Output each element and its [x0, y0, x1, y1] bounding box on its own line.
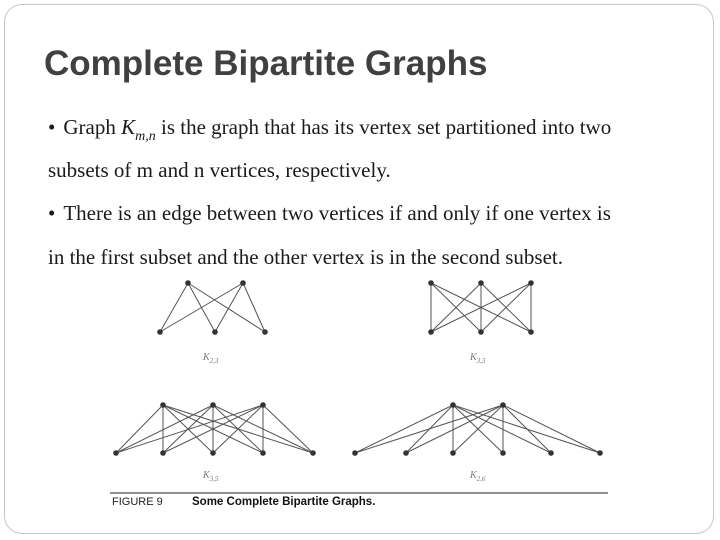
graph-label: $K_{3,3}$ — [470, 352, 486, 365]
graph-vertex — [352, 450, 358, 456]
graph-vertex — [240, 280, 246, 286]
graph-vertex — [157, 329, 163, 335]
graph-vertex — [310, 450, 316, 456]
bullet-marker: • — [48, 201, 56, 225]
graph-label: $K_{3,5}$ — [203, 470, 219, 483]
graph-vertex — [548, 450, 554, 456]
graph-vertex — [212, 329, 218, 335]
graph-edge — [116, 405, 213, 453]
graph-vertex — [428, 280, 434, 286]
graph-edge — [160, 283, 188, 332]
graph-vertex — [160, 402, 166, 408]
graph-vertex — [403, 450, 409, 456]
graph-vertex — [500, 402, 506, 408]
graph-edge — [503, 405, 600, 453]
graph-symbol: $K_{m,n}$ — [121, 115, 156, 144]
graph-edge — [406, 405, 503, 453]
graph-vertex — [450, 450, 456, 456]
graph-vertex — [260, 402, 266, 408]
graph-vertex — [113, 450, 119, 456]
bullet-1-line-2: subsets of m and n vertices, respectively. — [48, 158, 391, 182]
graph-vertex — [210, 402, 216, 408]
graph-label: $K_{2,6}$ — [470, 470, 486, 483]
bullet-1-line-1 — [48, 115, 612, 144]
bullet-marker: • — [48, 115, 56, 139]
graph-edge — [355, 405, 503, 453]
graph-vertex — [528, 280, 534, 286]
graph-vertex — [262, 329, 268, 335]
graph-edge — [503, 405, 551, 453]
graph-k3-5 — [113, 402, 316, 483]
graph-vertex — [185, 280, 191, 286]
figure-canvas — [108, 275, 618, 515]
graph-vertex — [428, 329, 434, 335]
bullet-2-line-1 — [48, 201, 611, 226]
figure-caption: Some Complete Bipartite Graphs. — [192, 496, 376, 508]
graph-vertex — [478, 329, 484, 335]
graph-vertex — [450, 402, 456, 408]
graph-k3-3 — [428, 280, 534, 365]
bipartite-graphs-figure — [108, 275, 618, 515]
graph-edge — [263, 405, 313, 453]
graph-vertex — [160, 450, 166, 456]
bullet-2-text: There is an edge between two vertices if and only if one vertex is — [63, 201, 611, 225]
bullet-1-text-before: Graph — [63, 115, 116, 139]
graph-edge — [116, 405, 263, 453]
graph-k2-3 — [157, 280, 268, 365]
graph-subscript: m,n — [135, 129, 156, 144]
figure-number: FIGURE 9 — [112, 496, 163, 508]
graph-k2-6 — [352, 402, 603, 483]
graph-edge — [188, 283, 265, 332]
graph-vertex — [500, 450, 506, 456]
graph-vertex — [597, 450, 603, 456]
graph-edge — [215, 283, 243, 332]
graph-edge — [355, 405, 453, 453]
graph-vertex — [210, 450, 216, 456]
bullet-1-text-after: is the graph that has its vertex set partitioned into two — [160, 115, 612, 139]
slide-title: Complete Bipartite Graphs — [44, 44, 488, 83]
bullet-2-line-2: in the first subset and the other vertex is in the second subset. — [48, 245, 563, 269]
graph-vertex — [478, 280, 484, 286]
graph-vertex — [260, 450, 266, 456]
graph-label: $K_{2,3}$ — [203, 352, 219, 365]
graph-vertex — [528, 329, 534, 335]
graph-edge — [160, 283, 243, 332]
graph-edge — [453, 405, 551, 453]
